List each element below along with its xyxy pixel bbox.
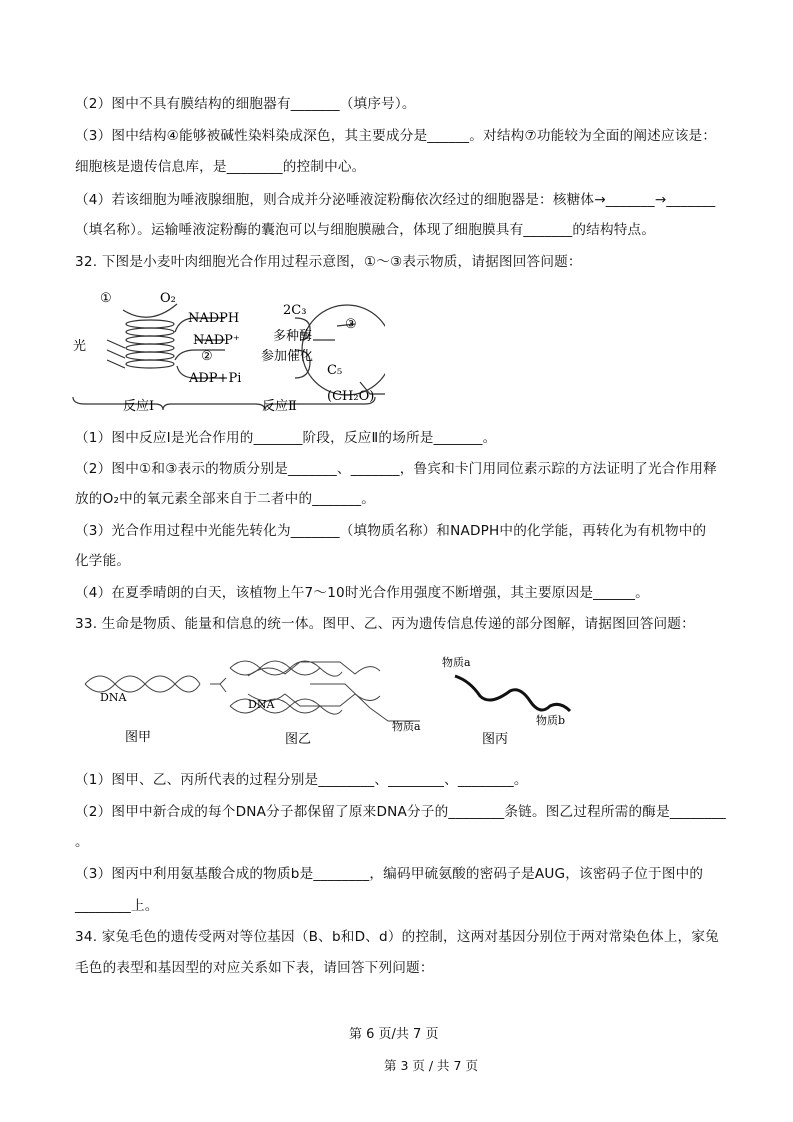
label-light: 光 bbox=[73, 339, 87, 354]
question-32-1: （1）图中反应Ⅰ是光合作用的_______阶段，反应Ⅱ的场所是_______。 bbox=[75, 430, 497, 446]
question-32-4: （4）在夏季晴朗的白天，该植物上午7～10时光合作用强度不断增强，其主要原因是______。 bbox=[75, 585, 649, 601]
question-34-stem-cont: 毛色的表型和基因型的对应关系如下表，请回答下列问题： bbox=[75, 960, 434, 976]
thylakoid-stack bbox=[126, 320, 174, 368]
caption-b: 图乙 bbox=[285, 732, 312, 747]
question-31-4-cont: （填名称）。运输唾液淀粉酶的囊泡可以与细胞膜融合，体现了细胞膜具有_______的结构特点。 bbox=[75, 222, 656, 238]
question-32-2-cont: 放的O₂中的氧元素全部来自于二者中的_______。 bbox=[75, 491, 376, 507]
label-reaction-1: 反应Ⅰ bbox=[123, 399, 155, 414]
inner-page-number: 第 6 页/共 7 页 bbox=[349, 1027, 439, 1042]
label-dna-b: DNA bbox=[248, 698, 275, 711]
outer-page-number: 第 3 页 / 共 7 页 bbox=[384, 1058, 478, 1073]
question-31-3-cont: 细胞核是遗传信息库，是________的控制中心。 bbox=[75, 159, 366, 175]
translation-figure bbox=[455, 676, 570, 711]
question-33-3: （3）图丙中利用氨基酸合成的物质b是________，编码甲硫氨酸的密码子是AUG，该密码子位于图中的 bbox=[75, 866, 704, 882]
label-reaction-2: 反应Ⅱ bbox=[262, 399, 297, 414]
label-adp-pi: ADP+Pi bbox=[189, 371, 242, 386]
photosynthesis-diagram bbox=[65, 282, 385, 414]
caption-c: 图丙 bbox=[482, 732, 509, 747]
label-2c3: 2C₃ bbox=[283, 303, 307, 318]
question-33-3-cont: ________上。 bbox=[75, 898, 159, 914]
label-3: ③ bbox=[345, 317, 357, 332]
label-1: ① bbox=[100, 291, 112, 306]
question-33-2: （2）图甲中新合成的每个DNA分子都保留了原来DNA分子的________条链。图乙过程所需的酶是________ bbox=[75, 804, 726, 820]
label-nadph: NADPH bbox=[188, 311, 240, 326]
label-o2: O₂ bbox=[160, 291, 176, 306]
question-31-3: （3）图中结构④能够被碱性染料染成深色，其主要成分是______。对结构⑦功能较为全面的阐述应该是： bbox=[75, 128, 717, 144]
label-2: ② bbox=[201, 349, 213, 364]
question-33-2-cont: 。 bbox=[75, 834, 89, 850]
question-34-stem: 34. 家兔毛色的遗传受两对等位基因（B、b和D、d）的控制，这两对基因分别位于两对常染色体上，家兔 bbox=[75, 929, 719, 945]
question-32-3-cont: 化学能。 bbox=[75, 553, 131, 569]
label-enzyme-1: 多种酶 bbox=[273, 329, 313, 344]
label-substance-b-c: 物质b bbox=[536, 714, 566, 727]
label-substance-a-b: 物质a bbox=[392, 720, 421, 733]
question-31-4: （4）若该细胞为唾液腺细胞，则合成并分泌唾液淀粉酶依次经过的细胞器是：核糖体→_______→_______ bbox=[75, 192, 716, 208]
label-c5: C₅ bbox=[327, 363, 343, 378]
genetic-info-diagram bbox=[70, 646, 590, 750]
label-dna-a: DNA bbox=[100, 691, 127, 704]
label-nadp: NADP⁺ bbox=[193, 333, 240, 348]
question-33-stem: 33. 生命是物质、能量和信息的统一体。图甲、乙、丙为遗传信息传递的部分图解，请据图回答问题： bbox=[75, 616, 695, 632]
label-substance-a-c: 物质a bbox=[442, 656, 471, 669]
question-32-stem: 32. 下图是小麦叶肉细胞光合作用过程示意图，①～③表示物质，请据图回答问题： bbox=[75, 254, 582, 270]
label-enzyme-2: 参加催化 bbox=[261, 349, 314, 364]
caption-a: 图甲 bbox=[125, 730, 152, 745]
question-33-1: （1）图甲、乙、丙所代表的过程分别是________、________、________。 bbox=[75, 772, 528, 788]
question-32-3: （3）光合作用过程中光能先转化为_______（填物质名称）和NADPH中的化学能，再转化为有机物中的 bbox=[75, 523, 707, 539]
label-ch2o: (CH₂O) bbox=[327, 389, 375, 404]
transcription-figure bbox=[248, 662, 420, 721]
question-31-2: （2）图中不具有膜结构的细胞器有_______（填序号）。 bbox=[75, 96, 416, 112]
question-32-2: （2）图中①和③表示的物质分别是_______、_______，鲁宾和卡门用同位素示踪的方法证明了光合作用释 bbox=[75, 461, 717, 477]
